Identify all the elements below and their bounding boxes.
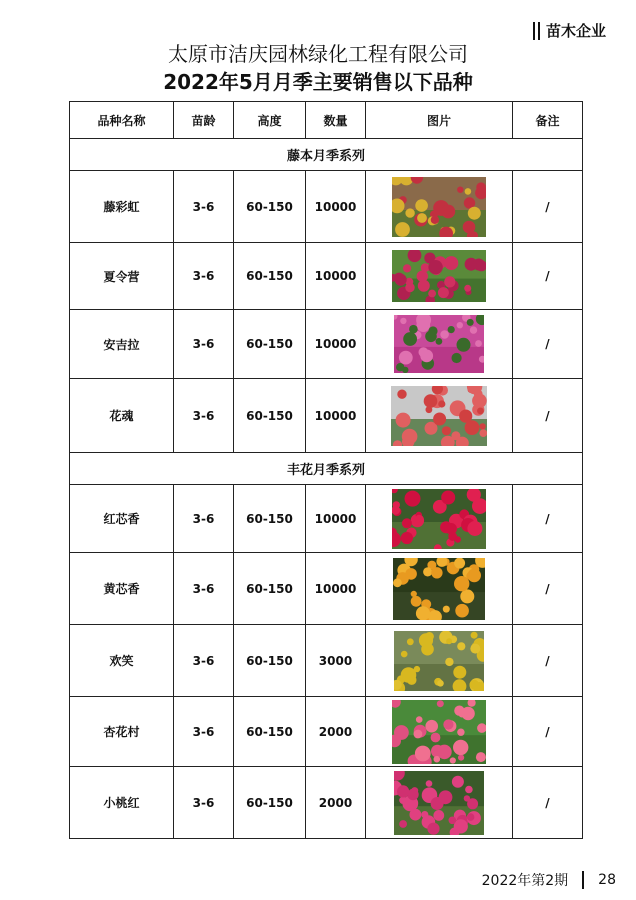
variety-quantity: 2000 [306, 767, 366, 839]
variety-age: 3-6 [174, 697, 234, 767]
variety-name: 夏令营 [70, 243, 174, 310]
table-row [70, 625, 583, 697]
variety-height: 60-150 [234, 379, 306, 453]
variety-name: 花魂 [70, 379, 174, 453]
variety-quantity: 10000 [306, 310, 366, 379]
variety-age: 3-6 [174, 625, 234, 697]
table-row [70, 310, 583, 379]
variety-image-cell [366, 553, 513, 625]
flower-photo [394, 771, 484, 835]
variety-note: / [513, 310, 583, 379]
variety-note: / [513, 625, 583, 697]
flower-photo [392, 250, 486, 302]
flower-photo [391, 386, 487, 446]
table-row [70, 697, 583, 767]
flower-photo [394, 315, 484, 373]
variety-height: 60-150 [234, 310, 306, 379]
variety-image-cell [366, 697, 513, 767]
flower-photo [392, 489, 486, 549]
variety-quantity: 10000 [306, 553, 366, 625]
header-age: 苗龄 [174, 102, 234, 139]
title-subtitle: 2022年5月月季主要销售以下品种 [163, 70, 473, 94]
table-row [70, 485, 583, 553]
variety-height: 60-150 [234, 485, 306, 553]
section-title: 藤本月季系列 [70, 139, 583, 171]
variety-image-cell [366, 767, 513, 839]
table-row [70, 553, 583, 625]
section-row [70, 139, 583, 171]
header-note: 备注 [513, 102, 583, 139]
variety-note: / [513, 697, 583, 767]
variety-age: 3-6 [174, 171, 234, 243]
variety-name: 藤彩虹 [70, 171, 174, 243]
table-row [70, 243, 583, 310]
corner-bars-icon [533, 22, 540, 40]
variety-age: 3-6 [174, 310, 234, 379]
variety-height: 60-150 [234, 171, 306, 243]
variety-image-cell [366, 243, 513, 310]
variety-age: 3-6 [174, 553, 234, 625]
variety-name: 黄芯香 [70, 553, 174, 625]
variety-quantity: 2000 [306, 697, 366, 767]
table-header-row [70, 102, 583, 139]
variety-quantity: 3000 [306, 625, 366, 697]
flower-photo [392, 700, 486, 764]
flower-photo [393, 558, 485, 620]
variety-name: 小桃红 [70, 767, 174, 839]
variety-name: 红芯香 [70, 485, 174, 553]
corner-label-text: 苗木企业 [545, 22, 606, 40]
variety-note: / [513, 767, 583, 839]
table-row [70, 171, 583, 243]
footer-separator [582, 871, 584, 889]
variety-image-cell [366, 485, 513, 553]
section-row [70, 453, 583, 485]
table-row [70, 767, 583, 839]
variety-name: 杏花村 [70, 697, 174, 767]
varieties-table [69, 101, 583, 839]
variety-quantity: 10000 [306, 485, 366, 553]
page-title [0, 40, 636, 96]
variety-height: 60-150 [234, 625, 306, 697]
page-number: 28 [598, 872, 616, 888]
variety-note: / [513, 243, 583, 310]
corner-label [533, 20, 606, 41]
section-title: 丰花月季系列 [70, 453, 583, 485]
variety-height: 60-150 [234, 243, 306, 310]
variety-height: 60-150 [234, 697, 306, 767]
variety-age: 3-6 [174, 485, 234, 553]
variety-height: 60-150 [234, 553, 306, 625]
footer-issue: 2022年第2期 [481, 873, 569, 889]
variety-height: 60-150 [234, 767, 306, 839]
variety-note: / [513, 379, 583, 453]
variety-image-cell [366, 171, 513, 243]
variety-note: / [513, 485, 583, 553]
variety-age: 3-6 [174, 767, 234, 839]
variety-age: 3-6 [174, 379, 234, 453]
variety-image-cell [366, 310, 513, 379]
flower-photo [394, 631, 484, 691]
table-row [70, 379, 583, 453]
page-footer [482, 870, 616, 890]
title-company: 太原市洁庆园林绿化工程有限公司 [168, 42, 468, 66]
variety-note: / [513, 171, 583, 243]
variety-quantity: 10000 [306, 379, 366, 453]
variety-age: 3-6 [174, 243, 234, 310]
variety-name: 欢笑 [70, 625, 174, 697]
variety-quantity: 10000 [306, 171, 366, 243]
header-quantity: 数量 [306, 102, 366, 139]
header-image: 图片 [366, 102, 513, 139]
flower-photo [392, 177, 486, 237]
variety-image-cell [366, 625, 513, 697]
variety-quantity: 10000 [306, 243, 366, 310]
variety-name: 安吉拉 [70, 310, 174, 379]
header-height: 高度 [234, 102, 306, 139]
variety-note: / [513, 553, 583, 625]
header-name: 品种名称 [70, 102, 174, 139]
variety-image-cell [366, 379, 513, 453]
